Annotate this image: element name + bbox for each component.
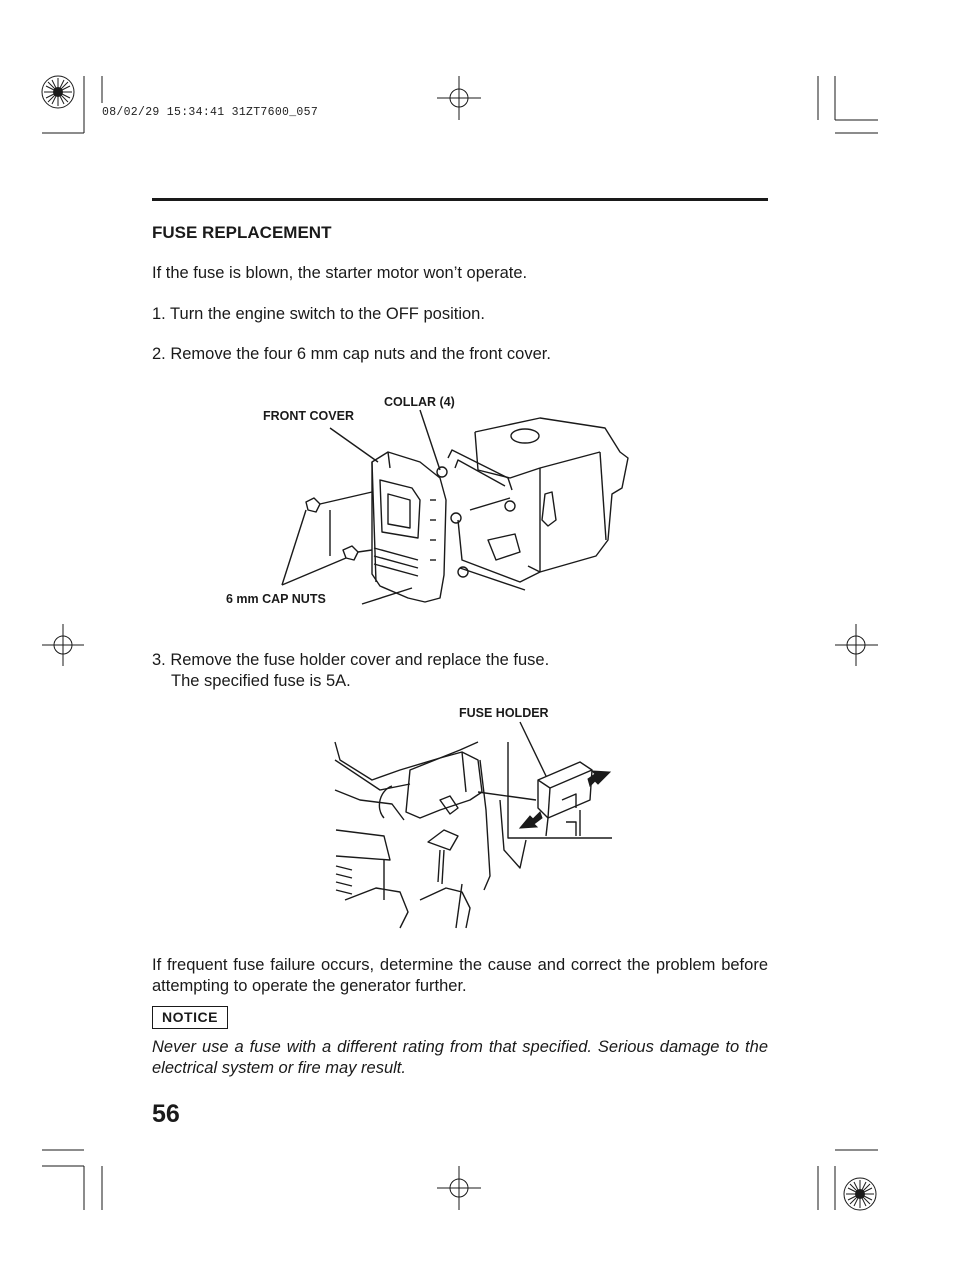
front-cover-label: FRONT COVER: [263, 409, 354, 423]
step-3-fuse-spec: The specified fuse is 5A.: [171, 672, 351, 690]
print-timestamp: 08/02/29 15:34:41 31ZT7600_057: [102, 106, 319, 119]
frequent-failure-text: If frequent fuse failure occurs, determine the cause and correct the problem before attempting to operate the generator further.: [152, 956, 768, 995]
step-3: [152, 650, 549, 692]
intro-text: If the fuse is blown, the starter motor won’t operate.: [152, 264, 528, 282]
step-2: 2. Remove the four 6 mm cap nuts and the front cover.: [152, 345, 551, 363]
step-1: 1. Turn the engine switch to the OFF position.: [152, 305, 485, 323]
warning-text: Never use a fuse with a different rating from that specified. Serious damage to the electrical system or fire may result.: [152, 1038, 768, 1077]
header-rule: [152, 198, 768, 201]
fuse-holder-label: FUSE HOLDER: [459, 706, 549, 720]
cap-nuts-label: 6 mm CAP NUTS: [226, 592, 326, 606]
page-number: 56: [152, 1100, 180, 1128]
notice-badge: NOTICE: [152, 1006, 228, 1029]
section-title: FUSE REPLACEMENT: [152, 223, 332, 242]
collar-label: COLLAR (4): [384, 395, 455, 409]
step-3-instruction: 3. Remove the fuse holder cover and replace the fuse.: [152, 651, 550, 669]
